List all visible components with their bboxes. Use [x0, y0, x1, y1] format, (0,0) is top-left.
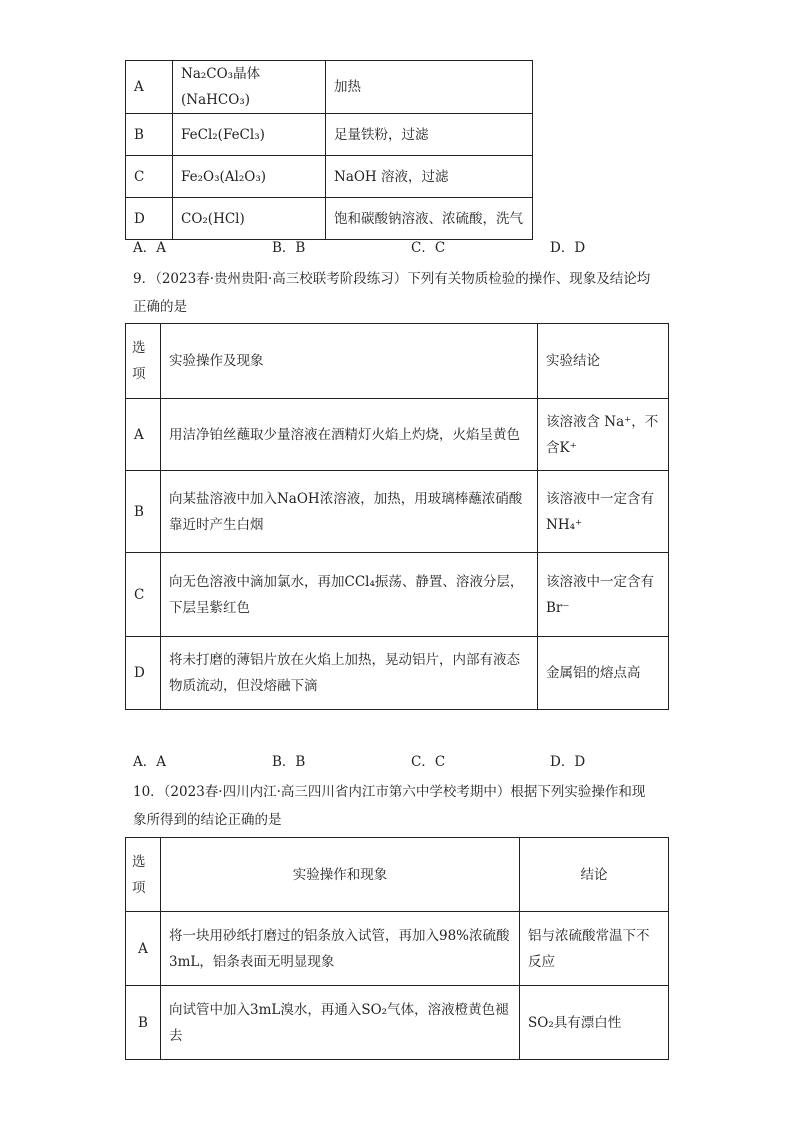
- table-row: [126, 61, 533, 114]
- header-option: 选项: [126, 324, 161, 399]
- row-label: A: [126, 912, 161, 986]
- option-d[interactable]: D．D: [550, 754, 586, 770]
- q8-options: [133, 236, 693, 256]
- operation-cell: 将未打磨的薄铝片放在火焰上加热，晃动铝片，内部有液态物质流动，但没熔融下滴: [161, 637, 538, 710]
- operation-cell: 用洁净铂丝蘸取少量溶液在酒精灯火焰上灼烧，火焰呈黄色: [161, 399, 538, 471]
- table-row: [126, 553, 669, 637]
- table-header-row: [126, 838, 669, 912]
- row-label: A: [126, 399, 161, 471]
- method-cell: NaOH 溶液，过滤: [326, 156, 533, 198]
- option-a[interactable]: A．A: [133, 754, 166, 770]
- table-row: [126, 912, 669, 986]
- conclusion-cell: 该溶液含 Na⁺，不含K⁺: [538, 399, 669, 471]
- option-b[interactable]: B．B: [272, 240, 306, 256]
- row-label: C: [126, 156, 173, 198]
- table-row: [126, 156, 533, 198]
- option-b[interactable]: B．B: [272, 754, 306, 770]
- table-row: [126, 471, 669, 553]
- row-label: C: [126, 553, 161, 637]
- option-d[interactable]: D．D: [550, 240, 586, 256]
- row-label: B: [126, 471, 161, 553]
- row-label: A: [126, 61, 173, 114]
- substance-cell: CO₂(HCl): [173, 198, 326, 240]
- substance-cell: Fe₂O₃(Al₂O₃): [173, 156, 326, 198]
- q10-table: [125, 837, 669, 1060]
- method-cell: 加热: [326, 61, 533, 114]
- option-c[interactable]: C．C: [411, 754, 446, 770]
- conclusion-cell: 该溶液中一定含有Br⁻: [538, 553, 669, 637]
- operation-cell: 将一块用砂纸打磨过的铝条放入试管，再加入98%浓硫酸3mL，铝条表面无明显现象: [161, 912, 520, 986]
- q10-stem: [133, 778, 673, 834]
- q10-stem-line2: 象所得到的结论正确的是: [133, 812, 282, 828]
- table-row: [126, 637, 669, 710]
- header-operation: 实验操作及现象: [161, 324, 538, 399]
- substance-cell: Na₂CO₃晶体(NaHCO₃): [173, 61, 326, 114]
- q9-options: [133, 750, 693, 770]
- row-label: B: [126, 986, 161, 1060]
- operation-cell: 向无色溶液中滴加氯水，再加CCl₄振荡、静置、溶液分层，下层呈紫红色: [161, 553, 538, 637]
- q9-table: [125, 323, 669, 710]
- row-label: B: [126, 114, 173, 156]
- q9-stem-line2: 正确的是: [133, 299, 187, 315]
- row-label: D: [126, 198, 173, 240]
- option-a[interactable]: A．A: [133, 240, 166, 256]
- header-conclusion: 结论: [520, 838, 669, 912]
- header-operation: 实验操作和现象: [161, 838, 520, 912]
- method-cell: 足量铁粉，过滤: [326, 114, 533, 156]
- table-row: [126, 399, 669, 471]
- header-conclusion: 实验结论: [538, 324, 669, 399]
- row-label: D: [126, 637, 161, 710]
- conclusion-cell: 金属铝的熔点高: [538, 637, 669, 710]
- header-option: 选项: [126, 838, 161, 912]
- substance-cell: FeCl₂(FeCl₃): [173, 114, 326, 156]
- option-c[interactable]: C．C: [411, 240, 446, 256]
- q9-stem-line1: 9．（2023春·贵州贵阳·高三校联考阶段练习）下列有关物质检验的操作、现象及结论均: [133, 271, 651, 287]
- operation-cell: 向试管中加入3mL溴水，再通入SO₂气体，溶液橙黄色褪去: [161, 986, 520, 1060]
- q8-table: [125, 60, 533, 240]
- conclusion-cell: 该溶液中一定含有NH₄⁺: [538, 471, 669, 553]
- conclusion-cell: SO₂具有漂白性: [520, 986, 669, 1060]
- conclusion-cell: 铝与浓硫酸常温下不反应: [520, 912, 669, 986]
- q9-stem: [133, 265, 673, 321]
- operation-cell: 向某盐溶液中加入NaOH浓溶液，加热，用玻璃棒蘸浓硝酸靠近时产生白烟: [161, 471, 538, 553]
- method-cell: 饱和碳酸钠溶液、浓硫酸，洗气: [326, 198, 533, 240]
- table-row: [126, 114, 533, 156]
- table-row: [126, 986, 669, 1060]
- q10-stem-line1: 10．（2023春·四川内江·高三四川省内江市第六中学校考期中）根据下列实验操作和现: [133, 784, 646, 800]
- table-row: [126, 198, 533, 240]
- table-header-row: [126, 324, 669, 399]
